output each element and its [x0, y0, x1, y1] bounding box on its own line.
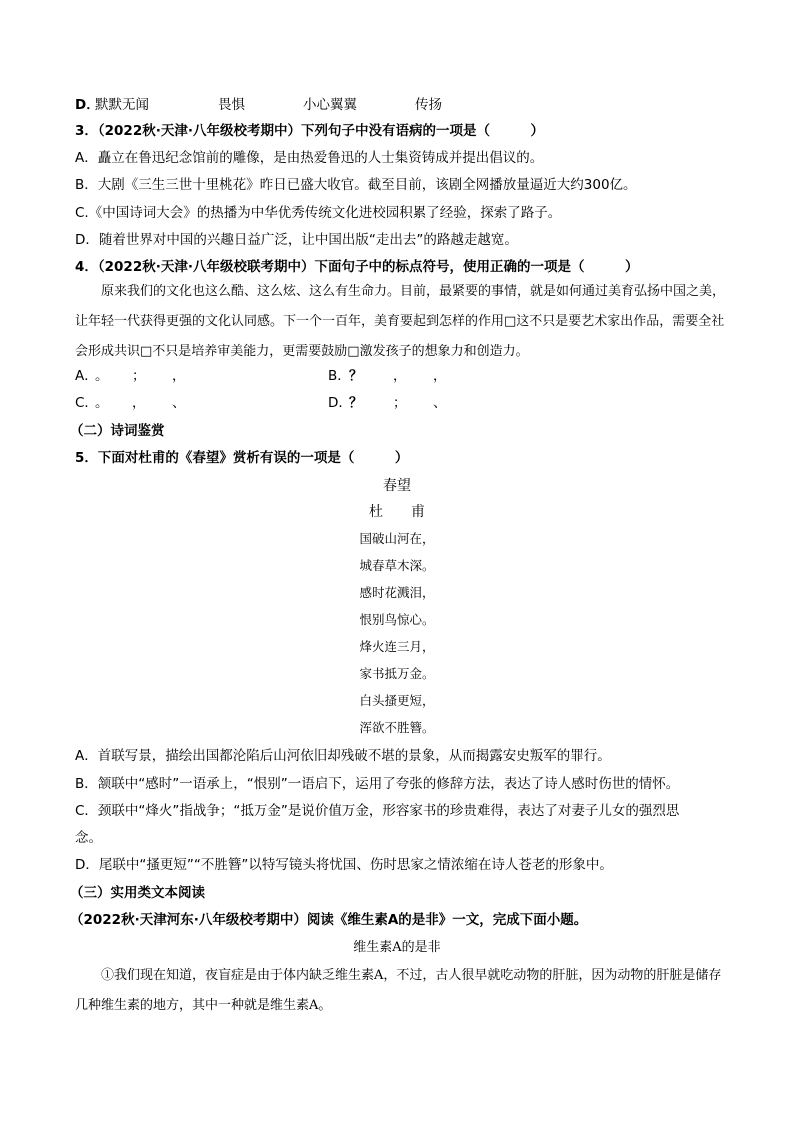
q2-option-d-label: D．	[75, 97, 100, 113]
q4-option-mark: ，	[132, 395, 146, 411]
reading-source: （2022秋·天津河东·八年级校考期中）阅读《维生素A的是非》一文，完成下面小题。	[70, 912, 588, 928]
q3-option-d: D．随着世界对中国的兴趣日益广泛，让中国出版“走出去”的路越走越宽。	[75, 232, 518, 248]
q2-option-d-word: 畏惧	[218, 97, 245, 113]
poem-line: 国破山河在，	[359, 531, 435, 546]
poem-line: 家书抵万金。	[359, 666, 435, 681]
poem-line: 感时花溅泪，	[359, 585, 435, 600]
q2-option-d-word: 小心翼翼	[303, 97, 357, 113]
q4-option-label: C．	[75, 395, 98, 411]
poem-line: 白头搔更短，	[359, 693, 435, 708]
article-paragraph-1: ①我们现在知道，夜盲症是由于体内缺乏维生素A，不过，古人很早就吃动物的肝脏，因为动物的肝脏是储存几种维生素的地方，其中一种就是维生素A。	[75, 968, 722, 1013]
q4-option-mark: 、	[172, 395, 186, 411]
q3-option-a: A．矗立在鲁迅纪念馆前的雕像，是由热爱鲁迅的人士集资铸成并提出倡议的。	[75, 150, 544, 166]
q2-option-d-word: 默默无闻	[95, 97, 149, 113]
q4-option-mark: ，	[172, 368, 186, 384]
poem-line: 恨别鸟惊心。	[359, 612, 435, 627]
poem-line: 浑欲不胜簪。	[359, 720, 435, 735]
q4-option-mark: 、	[433, 395, 447, 411]
section-heading-poetry: （二）诗词鉴赏	[70, 423, 165, 439]
q4-option-mark: 。	[95, 395, 109, 411]
q4-option-mark: ，	[393, 368, 407, 384]
q2-option-d-word: 传扬	[415, 97, 442, 113]
q4-option-mark: ，	[433, 368, 447, 384]
q5-option-c-continued: 念。	[75, 830, 102, 846]
q3-stem: 3．（2022秋·天津·八年级校考期中）下列句子中没有语病的一项是（ ）	[75, 123, 544, 139]
poem-line: 烽火连三月，	[359, 639, 435, 654]
q3-option-c: C.《中国诗词大会》的热播为中华优秀传统文化进校园积累了经验，探索了路子。	[75, 205, 562, 221]
q4-option-mark: ；	[393, 395, 407, 411]
q4-option-mark: 。	[95, 368, 109, 384]
poem-title: 春望	[383, 478, 411, 494]
q5-option-d: D．尾联中“搔更短”“不胜簪”以特写镜头将忧国、伤时思家之情浓缩在诗人苍老的形象中。	[75, 857, 613, 873]
article-title: 维生素A的是非	[353, 940, 441, 955]
q5-option-a: A．首联写景，描绘出国都沦陷后山河依旧却残破不堪的景象，从而揭露安史叛军的罪行。	[75, 748, 611, 764]
q3-option-b: B．大剧《三生三世十里桃花》昨日已盛大收官。截至目前，该剧全网播放量逼近大约300亿。	[75, 177, 637, 193]
q4-option-label: B．	[328, 368, 351, 384]
poem-line: 城春草木深。	[359, 558, 435, 573]
section-heading-practical-reading: （三）实用类文本阅读	[70, 885, 205, 901]
q4-stem: 4．（2022秋·天津·八年级校联考期中）下面句子中的标点符号，使用正确的一项是（ ）	[75, 259, 639, 275]
q4-option-mark: ？	[349, 368, 363, 384]
q4-option-label: A．	[75, 368, 98, 384]
poem-author: 杜 甫	[369, 504, 425, 520]
q4-passage: 原来我们的文化也这么酷、这么炫、这么有生命力。目前，最紧要的事情，就是如何通过美育弘扬中国之美，让年轻一代获得更强的文化认同感。下一个一百年，美育要起到怎样的作用□这不只是要艺术家出作品，需要全社会形成共识□不只是培养审美能力，更需要鼓励□激发孩子的想象力和创造力。	[75, 284, 726, 359]
q4-option-mark: ；	[132, 368, 146, 384]
q5-option-b: B．颔联中“感时”一语承上，“恨别”一语启下，运用了夸张的修辞方法，表达了诗人感时伤世的情怀。	[75, 776, 680, 792]
q5-stem: 5．下面对杜甫的《春望》赏析有误的一项是（ ）	[75, 450, 409, 466]
q5-option-c: C．颈联中“烽火”指战争；“抵万金”是说价值万金，形容家书的珍贵难得，表达了对妻子儿女的强烈思	[75, 803, 680, 819]
q4-option-label: D．	[328, 395, 352, 411]
q4-option-mark: ？	[349, 395, 363, 411]
